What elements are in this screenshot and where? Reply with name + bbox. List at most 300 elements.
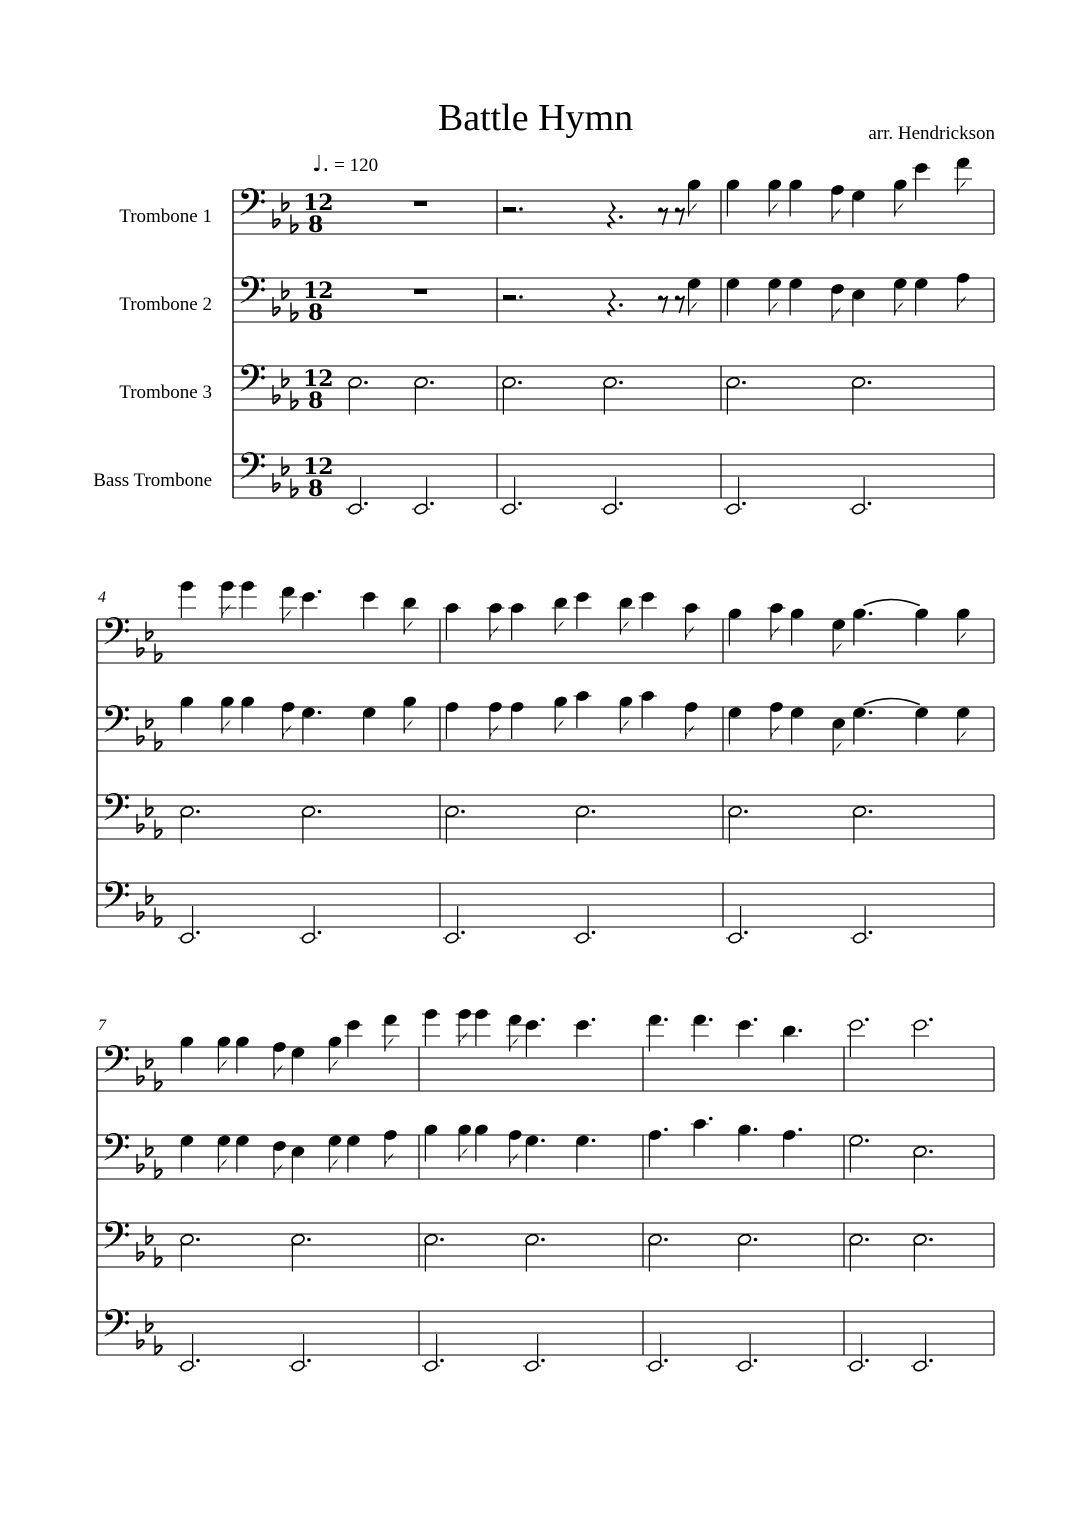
note — [913, 1145, 933, 1183]
dot — [461, 810, 465, 814]
dot — [307, 1359, 311, 1363]
note — [525, 1233, 545, 1271]
note — [178, 1334, 200, 1372]
note — [383, 1129, 398, 1167]
note — [279, 585, 297, 623]
note — [345, 1019, 363, 1057]
time-signature-top: 12 — [303, 278, 334, 304]
note — [360, 591, 378, 629]
note — [768, 277, 783, 315]
flag — [510, 1038, 519, 1052]
note — [346, 477, 368, 515]
dot — [868, 502, 872, 506]
eighth-rest-icon — [675, 208, 685, 226]
note — [235, 1134, 250, 1172]
note — [849, 1134, 869, 1172]
bass-clef-icon: 𝄢 — [101, 873, 131, 927]
note — [852, 706, 872, 744]
note — [328, 1134, 343, 1172]
note — [235, 1035, 250, 1073]
note — [180, 1134, 195, 1172]
note — [646, 1013, 668, 1051]
dot — [798, 1128, 802, 1132]
note — [502, 376, 522, 414]
bass-clef-icon: 𝄢 — [101, 1213, 131, 1267]
flat-icon — [146, 622, 153, 641]
dot — [318, 711, 322, 715]
flag — [957, 296, 966, 310]
dot — [742, 502, 746, 506]
note — [914, 277, 929, 315]
note — [217, 1134, 232, 1172]
note — [728, 706, 743, 744]
note — [726, 376, 746, 414]
bass-clef-icon: 𝄢 — [237, 268, 267, 322]
dot — [744, 931, 748, 935]
flag — [832, 208, 841, 222]
note — [220, 695, 235, 733]
flag — [958, 632, 967, 646]
note — [893, 178, 908, 216]
dot — [869, 931, 873, 935]
note — [726, 178, 741, 216]
bass-clef-icon: 𝄢 — [101, 1301, 131, 1355]
flag — [769, 302, 778, 316]
bass-clef-icon: 𝄢 — [101, 609, 131, 663]
note — [523, 1018, 545, 1057]
time-signature-bottom: 8 — [308, 300, 324, 326]
bass-clef-icon: 𝄢 — [237, 180, 267, 234]
note — [851, 189, 866, 227]
flat-icon — [282, 281, 289, 300]
flat-icon — [282, 193, 289, 212]
dot — [868, 381, 872, 385]
dot — [865, 1018, 869, 1022]
dot — [440, 1238, 444, 1242]
note — [737, 1233, 757, 1271]
instrument-label-bass-trombone: Bass Trombone — [93, 470, 212, 491]
dot — [461, 931, 465, 935]
note — [830, 283, 845, 321]
note — [691, 1117, 713, 1156]
note — [575, 1134, 595, 1172]
time-signature-top: 12 — [303, 454, 334, 480]
note — [346, 1134, 361, 1172]
score-title: Battle Hymn — [437, 97, 634, 139]
flat-icon — [146, 1226, 153, 1245]
flag — [222, 604, 231, 618]
note — [401, 596, 419, 634]
note — [851, 376, 871, 414]
note — [508, 1129, 523, 1167]
note — [487, 602, 505, 640]
rest-icon — [414, 289, 427, 294]
dot — [929, 1150, 933, 1154]
note — [790, 706, 805, 744]
dot — [619, 502, 623, 506]
note — [291, 1046, 306, 1084]
flag — [895, 203, 904, 217]
note — [847, 1018, 869, 1057]
dot — [865, 1359, 869, 1363]
note — [500, 477, 522, 515]
flat-icon — [282, 457, 289, 476]
flat-icon — [291, 479, 298, 498]
note — [180, 1233, 200, 1271]
dotted-quarter-note-icon: ♩. — [312, 152, 330, 177]
dot — [929, 1238, 933, 1242]
note — [956, 607, 971, 645]
note — [523, 1334, 545, 1372]
note — [443, 906, 465, 944]
flat-icon — [291, 215, 298, 234]
note — [639, 591, 657, 629]
dot — [430, 381, 434, 385]
flat-icon — [146, 710, 153, 729]
tie — [864, 699, 920, 705]
note — [780, 1024, 802, 1062]
flag — [769, 203, 778, 217]
flat-icon — [155, 1160, 162, 1179]
instrument-label-trombone-3: Trombone 3 — [119, 382, 212, 403]
dot — [196, 931, 200, 935]
note — [574, 591, 592, 629]
rest-icon — [503, 207, 516, 212]
note — [768, 178, 783, 216]
note — [956, 272, 971, 310]
flag — [833, 643, 842, 657]
dot — [754, 1238, 758, 1242]
flag — [329, 1060, 338, 1074]
note — [525, 1134, 545, 1172]
flag — [404, 621, 413, 635]
note — [178, 906, 200, 944]
note — [850, 477, 872, 515]
note — [348, 376, 368, 414]
flat-icon — [155, 820, 162, 839]
note — [691, 1013, 713, 1051]
note — [422, 1008, 440, 1046]
note — [601, 477, 623, 515]
dot — [364, 381, 368, 385]
note — [648, 1128, 668, 1167]
note — [291, 1233, 311, 1271]
quarter-rest-icon — [607, 288, 616, 317]
note — [272, 1041, 287, 1079]
note — [301, 805, 321, 843]
note — [574, 1018, 596, 1057]
dot — [619, 303, 623, 307]
flag — [222, 720, 231, 734]
flag — [689, 203, 698, 217]
dot — [364, 502, 368, 506]
dot — [619, 215, 623, 219]
note — [474, 1123, 489, 1161]
dot — [798, 1029, 802, 1033]
dot — [664, 1238, 668, 1242]
time-signature-top: 12 — [303, 190, 334, 216]
tempo-text: = 120 — [329, 155, 379, 176]
dot — [519, 295, 523, 299]
flag — [218, 1060, 227, 1074]
note — [851, 906, 873, 944]
flat-icon — [282, 369, 289, 388]
flag — [490, 725, 499, 739]
eighth-rest-icon — [658, 296, 668, 314]
note — [456, 1008, 474, 1046]
eighth-rest-icon — [658, 208, 668, 226]
note — [382, 1013, 400, 1051]
note — [272, 1140, 287, 1178]
note — [956, 706, 971, 744]
note — [217, 1035, 232, 1073]
note — [646, 1334, 668, 1372]
measure-number: 4 — [98, 589, 106, 606]
note — [617, 596, 635, 634]
note — [914, 607, 929, 645]
flag — [620, 621, 629, 635]
note — [488, 701, 503, 739]
note — [180, 805, 200, 843]
flag — [957, 181, 966, 195]
flag — [385, 1153, 394, 1167]
note — [768, 602, 786, 640]
dot — [869, 810, 873, 814]
bass-clef-icon: 𝄢 — [237, 444, 267, 498]
flag — [404, 720, 413, 734]
note — [639, 690, 657, 728]
dot — [709, 1018, 713, 1022]
dot — [541, 1359, 545, 1363]
flag — [686, 626, 695, 640]
dot — [929, 1018, 933, 1022]
dot — [929, 1359, 933, 1363]
flat-icon — [291, 303, 298, 322]
dot — [592, 1139, 596, 1143]
dot — [318, 810, 322, 814]
note — [736, 1334, 758, 1372]
flat-icon — [155, 908, 162, 927]
flat-icon — [155, 1336, 162, 1355]
note — [574, 690, 592, 728]
dot — [541, 1139, 545, 1143]
dot — [869, 612, 873, 616]
dot — [869, 711, 873, 715]
time-signature-bottom: 8 — [308, 212, 324, 238]
dot — [592, 931, 596, 935]
flat-icon — [146, 798, 153, 817]
note — [457, 1123, 472, 1161]
dot — [518, 502, 522, 506]
bass-clef-icon: 𝄢 — [101, 1125, 131, 1179]
note — [830, 184, 845, 222]
dot — [709, 1117, 713, 1121]
dot — [754, 1018, 758, 1022]
note — [445, 701, 460, 739]
note — [684, 701, 699, 739]
instrument-label-trombone-2: Trombone 2 — [119, 294, 212, 315]
flag — [218, 1159, 227, 1173]
flag — [555, 720, 564, 734]
flat-icon — [155, 732, 162, 751]
flat-icon — [146, 1050, 153, 1069]
note — [912, 162, 930, 200]
note — [852, 805, 872, 843]
note — [424, 1123, 439, 1161]
note — [412, 477, 434, 515]
flat-icon — [291, 391, 298, 410]
flag — [385, 1038, 394, 1052]
flag — [771, 725, 780, 739]
note — [281, 701, 296, 739]
dot — [440, 1359, 444, 1363]
composer-credit: arr. Hendrickson — [868, 123, 995, 144]
flag — [283, 610, 292, 624]
tie — [864, 600, 920, 606]
note — [603, 376, 623, 414]
dot — [865, 1139, 869, 1143]
note — [328, 1035, 343, 1073]
flag — [490, 626, 499, 640]
flag — [329, 1159, 338, 1173]
flat-icon — [146, 1138, 153, 1157]
dot — [541, 1238, 545, 1242]
note — [552, 596, 570, 634]
note — [788, 178, 803, 216]
note — [831, 717, 846, 755]
note — [574, 906, 596, 944]
flag — [555, 621, 564, 635]
time-signature-top: 12 — [303, 366, 334, 392]
dot — [196, 1238, 200, 1242]
dot — [664, 1018, 668, 1022]
note — [852, 607, 872, 645]
note — [682, 602, 700, 640]
note — [737, 1123, 757, 1161]
flag — [459, 1032, 468, 1046]
note — [914, 706, 929, 744]
note — [178, 580, 196, 618]
note — [849, 1233, 869, 1271]
note — [851, 288, 866, 326]
dot — [754, 1359, 758, 1363]
time-signature-bottom: 8 — [308, 476, 324, 502]
note — [180, 1035, 195, 1073]
dot — [592, 810, 596, 814]
dot — [619, 381, 623, 385]
time-signature-bottom: 8 — [308, 388, 324, 414]
note — [240, 695, 255, 733]
note — [362, 706, 377, 744]
note — [289, 1334, 311, 1372]
note — [414, 376, 434, 414]
note — [506, 1013, 524, 1051]
note — [445, 805, 465, 843]
flag — [958, 731, 967, 745]
note — [847, 1334, 869, 1372]
note — [553, 695, 568, 733]
dot — [318, 931, 322, 935]
note — [728, 805, 748, 843]
note — [300, 590, 322, 629]
flat-icon — [146, 1314, 153, 1333]
note — [736, 1018, 758, 1057]
flag — [274, 1065, 283, 1079]
flag — [459, 1148, 468, 1162]
note — [790, 607, 805, 645]
note — [301, 706, 321, 744]
dot — [744, 810, 748, 814]
rest-icon — [414, 201, 427, 206]
dot — [754, 1128, 758, 1132]
bass-clef-icon: 𝄢 — [237, 356, 267, 410]
dot — [592, 1018, 596, 1022]
flag — [771, 626, 780, 640]
note — [687, 277, 702, 315]
quarter-rest-icon — [607, 200, 616, 229]
note — [510, 701, 525, 739]
bass-clef-icon: 𝄢 — [101, 1037, 131, 1091]
note — [219, 580, 237, 618]
note — [300, 906, 322, 944]
note — [508, 602, 526, 640]
note — [911, 1334, 933, 1372]
note — [239, 580, 257, 618]
dot — [196, 810, 200, 814]
flag — [832, 307, 841, 321]
note — [422, 1334, 444, 1372]
note — [728, 607, 743, 645]
note — [769, 701, 784, 739]
measure-number: 7 — [98, 1017, 106, 1034]
bass-clef-icon: 𝄢 — [101, 697, 131, 751]
note — [687, 178, 702, 216]
note — [726, 906, 748, 944]
flat-icon — [146, 886, 153, 905]
flag — [833, 742, 842, 756]
note — [619, 695, 634, 733]
dot — [518, 381, 522, 385]
note — [831, 618, 846, 656]
flag — [895, 302, 904, 316]
note — [788, 277, 803, 315]
note — [443, 602, 461, 640]
flat-icon — [155, 1072, 162, 1091]
flag — [510, 1153, 519, 1167]
dot — [307, 1238, 311, 1242]
flag — [620, 720, 629, 734]
note — [782, 1128, 802, 1167]
rest-icon — [503, 295, 516, 300]
flat-icon — [155, 644, 162, 663]
note — [424, 1233, 444, 1271]
bass-clef-icon: 𝄢 — [101, 785, 131, 839]
note — [893, 277, 908, 315]
flag — [689, 302, 698, 316]
instrument-label-trombone-1: Trombone 1 — [119, 206, 212, 227]
flag — [283, 725, 292, 739]
dot — [865, 1238, 869, 1242]
note — [402, 695, 417, 733]
note — [726, 277, 741, 315]
dot — [541, 1018, 545, 1022]
dot — [430, 502, 434, 506]
flag — [274, 1164, 283, 1178]
flag — [686, 725, 695, 739]
note — [954, 156, 972, 194]
note — [913, 1233, 933, 1271]
dot — [742, 381, 746, 385]
